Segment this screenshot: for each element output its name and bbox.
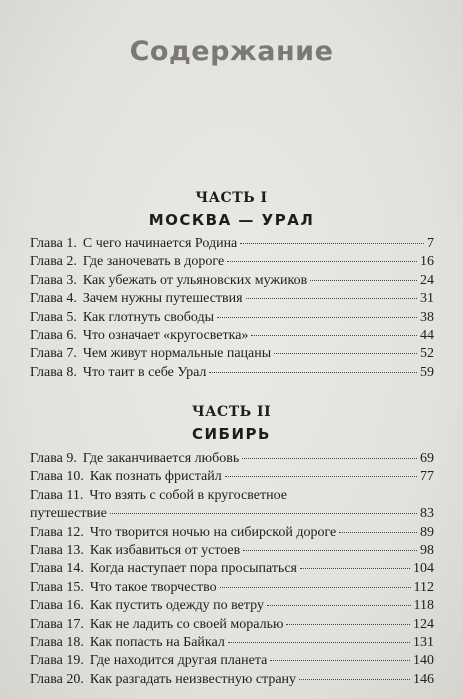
toc-entry[interactable] — [30, 469, 434, 487]
dot-leader — [227, 261, 417, 262]
dot-leader — [240, 243, 424, 244]
chapter-title: Как глотнуть свободы — [82, 309, 214, 325]
chapter-label: Глава 2. — [30, 254, 77, 270]
dot-leader — [228, 642, 410, 643]
chapter-page: 52 — [420, 346, 434, 362]
chapter-page: 69 — [420, 451, 434, 466]
toc-entry[interactable] — [30, 617, 434, 635]
toc-entry[interactable] — [30, 310, 434, 328]
chapter-label: Глава 11. — [30, 487, 84, 503]
chapter-label: Глава 13. — [30, 542, 84, 558]
chapter-page: 24 — [420, 272, 434, 288]
chapter-title: Где находится другая планета — [89, 653, 268, 669]
chapter-page: 59 — [420, 364, 434, 380]
dot-leader — [220, 587, 411, 588]
chapter-page: 7 — [427, 236, 434, 251]
chapter-page: 146 — [413, 671, 434, 687]
chapter-title: Как убежать от ульяновских мужиков — [82, 272, 308, 288]
chapter-title: Где заканчивается любовь — [82, 451, 240, 466]
toc-entry[interactable] — [30, 254, 434, 272]
chapter-page: 77 — [420, 469, 434, 485]
part-1-number: ЧАСТЬ I — [195, 190, 268, 206]
chapter-title: Что таит в себе Урал — [82, 364, 207, 380]
toc-entry-continuation[interactable] — [30, 506, 434, 524]
chapter-title: Чем живут нормальные пацаны — [82, 346, 272, 362]
chapter-page: 83 — [420, 506, 434, 522]
toc-entry[interactable] — [30, 488, 434, 506]
chapter-page: 38 — [420, 309, 434, 325]
part-2-name: СИБИРЬ — [192, 425, 271, 443]
chapter-label: Глава 9. — [30, 451, 77, 466]
chapter-title: Зачем нужны путешествия — [82, 291, 243, 307]
dot-leader — [274, 353, 417, 354]
chapter-label: Глава 7. — [30, 346, 77, 362]
chapter-label: Глава 4. — [30, 291, 77, 307]
dot-leader — [251, 335, 417, 336]
chapter-label: Глава 16. — [30, 598, 84, 614]
toc-entry[interactable] — [30, 273, 434, 291]
part-1-name: МОСКВА — УРАЛ — [148, 211, 315, 229]
chapter-label: Глава 8. — [30, 364, 77, 380]
chapter-title: Как разгадать неизвестную страну — [89, 671, 297, 687]
chapter-label: Глава 12. — [30, 524, 84, 540]
chapter-page: 112 — [413, 579, 434, 595]
toc-entry[interactable] — [30, 346, 434, 364]
toc-entry[interactable] — [30, 635, 434, 653]
dot-leader — [310, 280, 417, 281]
chapter-title: Где заночевать в дороге — [82, 254, 225, 270]
chapter-page: 31 — [420, 291, 434, 307]
chapter-page: 118 — [413, 598, 434, 614]
chapter-label: Глава 14. — [30, 561, 84, 577]
chapter-label: Глава 1. — [30, 236, 77, 251]
toc-entry[interactable] — [30, 543, 434, 561]
chapter-label: Глава 17. — [30, 616, 84, 632]
chapter-title: Что взять с собой в кругосветное — [89, 487, 287, 503]
dot-leader — [267, 605, 411, 606]
chapter-label: Глава 15. — [30, 579, 84, 595]
chapter-title: Как избавиться от устоев — [89, 542, 241, 558]
chapter-page: 124 — [413, 616, 434, 632]
toc-entry[interactable] — [30, 451, 434, 469]
chapter-page: 44 — [420, 327, 434, 343]
dot-leader — [286, 624, 410, 625]
toc-entry[interactable] — [30, 653, 434, 671]
dot-leader — [242, 458, 417, 459]
part-2-chapter-list — [30, 451, 434, 690]
chapter-title: Что творится ночью на сибирской дороге — [89, 524, 337, 540]
toc-entry[interactable] — [30, 672, 434, 690]
chapter-label: Глава 5. — [30, 309, 77, 325]
toc-entry[interactable] — [30, 580, 434, 598]
chapter-label: Глава 6. — [30, 327, 77, 343]
chapter-title: Как не ладить со своей моралью — [89, 616, 284, 632]
chapter-title: Как пустить одежду по ветру — [89, 598, 264, 614]
dot-leader — [246, 298, 417, 299]
part-2-number: ЧАСТЬ II — [191, 404, 272, 420]
chapter-label: Глава 3. — [30, 272, 77, 288]
part-1-chapter-list — [30, 236, 434, 383]
toc-entry[interactable] — [30, 236, 434, 254]
toc-entry[interactable] — [30, 598, 434, 616]
dot-leader — [300, 568, 410, 569]
chapter-title: Что такое творчество — [89, 579, 217, 595]
dot-leader — [217, 317, 417, 318]
chapter-title: С чего начинается Родина — [82, 236, 238, 251]
chapter-title: Как познать фристайл — [89, 469, 222, 485]
chapter-label: Глава 20. — [30, 671, 84, 687]
chapter-page: 89 — [420, 524, 434, 540]
dot-leader — [209, 372, 417, 373]
page-title: Содержание — [129, 36, 334, 67]
chapter-page: 104 — [413, 561, 434, 577]
chapter-page: 16 — [420, 254, 434, 270]
toc-entry[interactable] — [30, 328, 434, 346]
chapter-label: Глава 18. — [30, 634, 84, 650]
toc-entry[interactable] — [30, 561, 434, 579]
chapter-page: 131 — [413, 634, 434, 650]
chapter-title: Как попасть на Байкал — [89, 634, 225, 650]
toc-entry[interactable] — [30, 365, 434, 383]
chapter-title-continuation: путешествие — [30, 506, 107, 522]
dot-leader — [243, 550, 417, 551]
dot-leader — [299, 679, 410, 680]
toc-entry[interactable] — [30, 291, 434, 309]
chapter-label: Глава 19. — [30, 653, 84, 669]
chapter-title: Что означает «кругосветка» — [82, 327, 249, 343]
chapter-title: Когда наступает пора просыпаться — [89, 561, 297, 577]
chapter-label: Глава 10. — [30, 469, 84, 485]
dot-leader — [110, 513, 417, 514]
chapter-page: 98 — [420, 542, 434, 558]
toc-entry[interactable] — [30, 525, 434, 543]
dot-leader — [339, 532, 417, 533]
dot-leader — [225, 476, 417, 477]
dot-leader — [270, 660, 410, 661]
chapter-page: 140 — [413, 653, 434, 669]
